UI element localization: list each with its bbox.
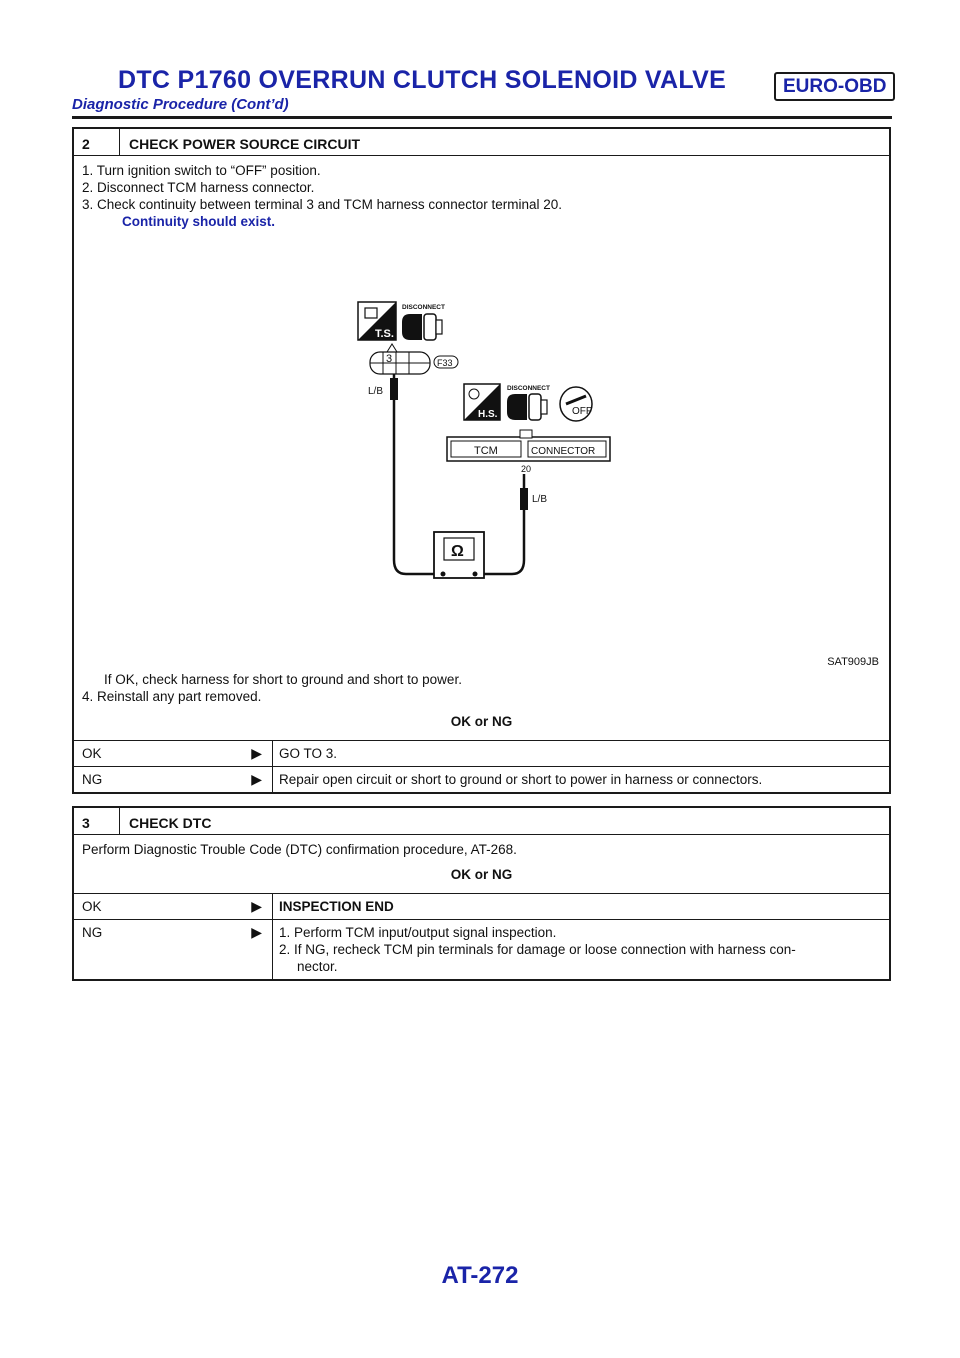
step-2-ok-label: OK — [82, 746, 102, 761]
step-2-line-2: 2. Disconnect TCM harness connector. — [82, 180, 315, 195]
tcm-connector — [447, 430, 610, 474]
arrow-icon: ▶ — [251, 898, 262, 914]
arrow-icon: ▶ — [251, 771, 262, 787]
step-3-box — [72, 806, 891, 981]
step-2-title: CHECK POWER SOURCE CIRCUIT — [129, 136, 361, 152]
figure-code: SAT909JB — [827, 656, 879, 668]
step-3-ok-label: OK — [82, 899, 102, 914]
step-2-box — [72, 127, 891, 794]
terminal-20-label: 20 — [521, 464, 532, 474]
page-subtitle: Diagnostic Procedure (Cont’d) — [72, 96, 289, 113]
disconnect-icon-2 — [507, 385, 550, 420]
wire-color-b: L/B — [532, 494, 548, 505]
step-3-ng-action — [272, 920, 889, 979]
ignition-key-icon — [560, 387, 592, 421]
connector-f33 — [370, 344, 458, 374]
step-3-title: CHECK DTC — [129, 815, 212, 831]
step-2-okng: OK or NG — [450, 714, 513, 729]
step-2-ng-label: NG — [82, 772, 103, 787]
step-3-ok-action: INSPECTION END — [272, 894, 889, 919]
ohm-symbol: Ω — [451, 543, 464, 560]
step-3-ng-line-1: 1. Perform TCM input/output signal inspection. — [279, 925, 557, 940]
step-3-ng-label: NG — [82, 925, 103, 940]
arrow-icon: ▶ — [251, 745, 262, 761]
step-3-header — [74, 808, 889, 835]
header-rule — [72, 116, 892, 119]
key-off-label: OFF — [572, 406, 592, 417]
wire-color-a: L/B — [368, 386, 384, 397]
arrow-icon: ▶ — [251, 924, 262, 940]
step-2-ng-row — [74, 767, 889, 792]
connector-label: CONNECTOR — [531, 446, 596, 457]
step-3-body — [74, 835, 889, 894]
step-2-line-4: 4. Reinstall any part removed. — [82, 689, 262, 704]
page-number: AT-272 — [441, 1262, 519, 1289]
connector-id: F33 — [437, 358, 453, 368]
page-title: DTC P1760 OVERRUN CLUTCH SOLENOID VALVE — [118, 66, 727, 94]
step-3-ng-line-2: 2. If NG, recheck TCM pin terminals for damage or loose connection with harness con- — [279, 942, 796, 957]
ts-label: T.S. — [375, 328, 394, 340]
step-3-text: Perform Diagnostic Trouble Code (DTC) confirmation procedure, AT-268. — [82, 842, 517, 857]
step-2-number: 2 — [74, 129, 120, 155]
step-3-ok-row — [74, 894, 889, 920]
step-2-line-3: 3. Check continuity between terminal 3 and TCM harness connector terminal 20. — [82, 197, 562, 212]
disconnect-label-1: DISCONNECT — [402, 304, 445, 311]
tcm-label: TCM — [474, 445, 498, 457]
step-2-ok-row — [74, 741, 889, 767]
wiring-diagram — [82, 230, 882, 654]
disconnect-icon-1 — [402, 304, 445, 340]
section-badge: EURO-OBD — [774, 72, 895, 101]
step-3-ng-line-3: nector. — [297, 959, 338, 974]
step-2-body — [74, 156, 889, 741]
step-2-note: If OK, check harness for short to ground and short to power. — [104, 672, 462, 687]
hs-label: H.S. — [478, 409, 498, 420]
step-2-header — [74, 129, 889, 156]
disconnect-label-2: DISCONNECT — [507, 385, 550, 392]
ohmmeter — [434, 532, 484, 578]
hs-icon — [464, 384, 500, 420]
step-2-line-1: 1. Turn ignition switch to “OFF” position. — [82, 163, 321, 178]
step-3-okng: OK or NG — [450, 867, 513, 882]
ts-icon — [358, 302, 396, 340]
step-3-ng-row — [74, 920, 889, 979]
step-3-number: 3 — [74, 808, 120, 834]
step-2-ng-action: Repair open circuit or short to ground or short to power in harness or connectors. — [272, 767, 889, 792]
step-2-spec: Continuity should exist. — [122, 214, 276, 229]
step-2-ok-action: GO TO 3. — [272, 741, 889, 766]
terminal-3-label: 3 — [386, 353, 393, 365]
